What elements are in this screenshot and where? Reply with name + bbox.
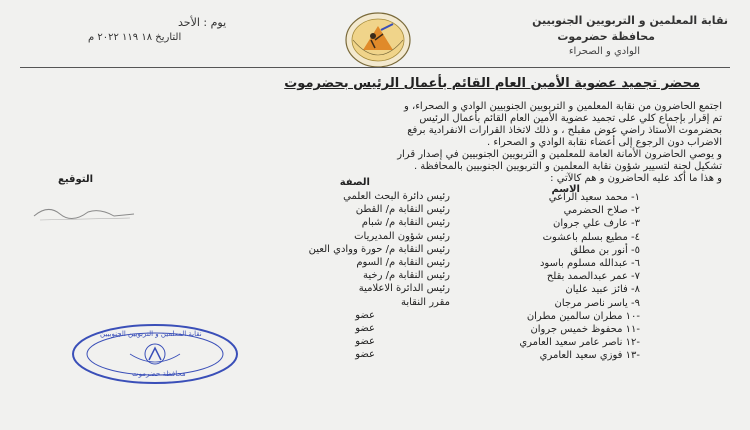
body-line-6: تشكيل لجنة لتسيير شؤون نقابة المعلمين و التربويين الجنوبيين بالمحافظة . (413, 161, 722, 172)
attendee-role: عضو (355, 323, 375, 334)
attendee-name: ٩- ياسر ناصر مرجان (554, 297, 640, 309)
attendee-role: رئيس الدائرة الاعلامية (358, 283, 450, 295)
attendee-name: ٤- مطيع بسلم باعشوت (542, 231, 640, 243)
body-line-2: تم إقرار بإجماع كلي على تجميد عضوية الأمين العام القائم بأعمال الرئيس (419, 113, 722, 124)
body-line-5: و يوصي الحاضرون الأمانة العامة للمعلمين و التربويين الجنوبيين في إصدار قرار (397, 149, 722, 160)
attendee-role: عضو (355, 349, 375, 361)
attendee-name: ٥- أنور بن مطلق (570, 244, 640, 256)
attendee-role: رئيس النقابة م/ القطن (355, 204, 450, 216)
attendee-name: ٦- عبدالله مسلوم باسود (539, 258, 640, 269)
stamp-text-top: نقابة المعلمين و التربويين الجنوبيين (100, 330, 202, 338)
date-label: التاريخ ١٨ ١١٩ ٢٠٢٢ م (88, 32, 182, 43)
attendee-name: ٢- صلاح الحضرمي (563, 205, 640, 217)
stamp-text-bottom: محافظة حضرموت (132, 370, 186, 378)
column-header-role: الصفة (339, 177, 370, 188)
attendee-name: ٨- فائز عبيد عليان (565, 284, 640, 296)
org-governorate: محافظة حضرموت (557, 30, 655, 43)
org-name: نقابة المعلمين و التربويين الجنوبيين (532, 14, 728, 27)
attendee-name: ٣- عارف علي جروان (553, 218, 640, 230)
body-line-4: الاضراب دون الرجوع إلى أعضاء نقابة الوادي و الصحراء . (487, 137, 722, 148)
attendee-role: مقرر النقابة (400, 296, 450, 308)
document-title: محضر تجميد عضوية الأمين العام القائم بأعمال الرئيس بحضرموت (284, 76, 700, 91)
body-line-3: بحضرموت الأستاذ راضي عوض مقبلح ، و ذلك لاتخاذ القرارات الانفرادية برفع (407, 125, 722, 136)
attendee-name: ١- محمد سعيد الراعي (548, 192, 640, 203)
attendee-name: -١١ محفوظ خميس جروان (530, 324, 640, 335)
attendee-role: رئيس النقابة م/ شبام (361, 217, 450, 229)
attendee-role: رئيس النقابة م/ حورة ووادي العين (308, 243, 450, 255)
attendee-role: رئيس دائرة البحث العلمي (343, 191, 450, 202)
attendee-name: ٧- عمر عبدالصمد بقلح (546, 271, 640, 283)
body-line-7: و هذا ما أكد عليه الحاضرون و هم كالآتي : (550, 173, 722, 184)
column-header-name: الاسم (551, 184, 580, 195)
attendee-role: رئيس النقابة م/ رخية (363, 270, 450, 282)
header-divider (20, 67, 730, 68)
union-logo-icon (335, 10, 421, 70)
attendee-role: رئيس النقابة م/ السوم (356, 257, 450, 268)
body-line-1: اجتمع الحاضرون من نقابة المعلمين و التربويين الجنوبيين الوادي و الصحراء، و (403, 101, 722, 112)
attendee-role: رئيس شؤون المديريات (354, 230, 450, 242)
signature-scribble-icon (30, 200, 140, 224)
attendee-role: عضو (355, 309, 375, 321)
attendee-name: -١٠ مطران سالمين مطران (526, 310, 640, 322)
org-region: الوادي و الصحراء (568, 46, 640, 57)
attendee-name: -١٣ فوزي سعيد العامري (539, 350, 640, 362)
day-label: يوم : الأحد (178, 16, 227, 29)
column-header-signature: التوقيع (58, 174, 93, 185)
attendee-role: عضو (355, 336, 375, 348)
attendee-name: -١٢ ناصر عامر سعيد العامري (519, 337, 640, 349)
